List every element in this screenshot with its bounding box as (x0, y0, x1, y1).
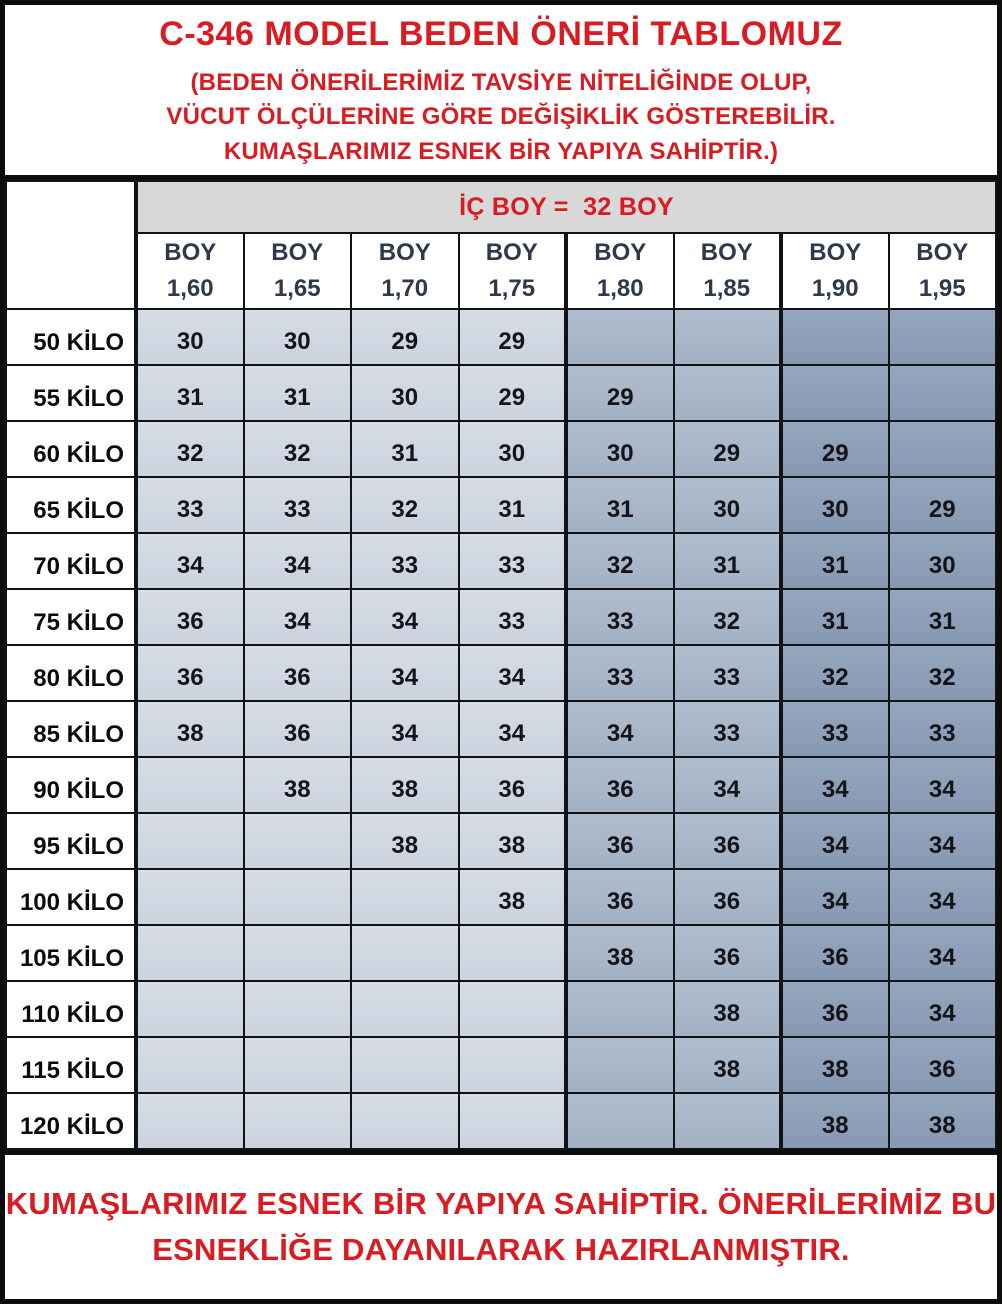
table-row (6, 645, 996, 701)
size-cell: 34 (781, 757, 889, 813)
size-cell: 36 (459, 757, 567, 813)
size-cell: 33 (889, 701, 997, 757)
size-cell: 34 (459, 701, 567, 757)
size-cell: 31 (781, 589, 889, 645)
table-row (6, 533, 996, 589)
row-label-kilo: 95 KİLO (6, 813, 136, 869)
table-row (6, 701, 996, 757)
column-header-label: BOY (485, 239, 538, 266)
size-cell (459, 1037, 567, 1093)
size-cell (781, 309, 889, 365)
size-cell: 32 (781, 645, 889, 701)
size-cell: 34 (889, 813, 997, 869)
size-cell: 36 (674, 925, 782, 981)
column-header-value: 1,70 (381, 275, 429, 302)
size-cell (781, 365, 889, 421)
size-cell: 29 (459, 309, 567, 365)
size-cell (136, 981, 244, 1037)
size-cell: 32 (136, 421, 244, 477)
size-cell: 38 (459, 813, 567, 869)
row-label-kilo: 80 KİLO (6, 645, 136, 701)
size-cell: 32 (244, 421, 352, 477)
size-cell (351, 1037, 459, 1093)
size-cell: 34 (889, 981, 997, 1037)
corner-cell (6, 181, 136, 309)
size-cell (136, 869, 244, 925)
size-cell (244, 869, 352, 925)
size-cell: 33 (674, 645, 782, 701)
size-cell (674, 365, 782, 421)
table-row (6, 1093, 996, 1149)
size-cell: 34 (889, 925, 997, 981)
size-cell (566, 981, 674, 1037)
size-cell: 29 (459, 365, 567, 421)
table-row (6, 813, 996, 869)
column-header-value: 1,85 (703, 275, 751, 302)
size-cell: 36 (566, 757, 674, 813)
column-header-label: BOY (809, 239, 862, 266)
table-row (6, 869, 996, 925)
table-row (6, 981, 996, 1037)
size-cell: 31 (889, 589, 997, 645)
size-cell: 38 (244, 757, 352, 813)
column-header-value: 1,90 (811, 275, 859, 302)
size-cell (674, 1093, 782, 1149)
size-cell (351, 925, 459, 981)
size-cell: 36 (244, 701, 352, 757)
size-cell (136, 757, 244, 813)
size-table (5, 180, 997, 1150)
size-cell: 34 (566, 701, 674, 757)
size-table-wrap (5, 180, 997, 1150)
column-header-value: 1,65 (273, 275, 321, 302)
column-header-label: BOY (594, 239, 647, 266)
row-label-kilo: 75 KİLO (6, 589, 136, 645)
size-cell: 32 (889, 645, 997, 701)
page-title: C-346 MODEL BEDEN ÖNERİ TABLOMUZ (159, 15, 843, 54)
column-header-label: BOY (164, 239, 217, 266)
size-cell: 30 (351, 365, 459, 421)
size-cell: 36 (674, 813, 782, 869)
size-cell: 30 (674, 477, 782, 533)
size-cell: 32 (351, 477, 459, 533)
size-cell (566, 309, 674, 365)
size-cell (136, 813, 244, 869)
table-row (6, 589, 996, 645)
column-header-label: BOY (700, 239, 753, 266)
size-cell: 38 (566, 925, 674, 981)
column-header-boy-1-80 (566, 233, 674, 309)
size-cell: 29 (889, 477, 997, 533)
column-header-boy-1-95 (889, 233, 997, 309)
table-row (6, 757, 996, 813)
size-cell: 36 (781, 981, 889, 1037)
subtitle-line-2: VÜCUT ÖLÇÜLERİNE GÖRE DEĞİŞİKLİK GÖSTEREBİLİR. (166, 103, 836, 131)
row-label-kilo: 50 KİLO (6, 309, 136, 365)
size-cell: 34 (351, 589, 459, 645)
row-label-kilo: 65 KİLO (6, 477, 136, 533)
size-cell: 36 (136, 589, 244, 645)
column-header-boy-1-90 (781, 233, 889, 309)
column-header-value: 1,60 (166, 275, 214, 302)
row-label-kilo: 100 KİLO (6, 869, 136, 925)
size-cell (244, 925, 352, 981)
size-cell: 34 (136, 533, 244, 589)
row-label-kilo: 60 KİLO (6, 421, 136, 477)
size-cell: 33 (566, 645, 674, 701)
size-cell: 31 (244, 365, 352, 421)
size-cell (244, 981, 352, 1037)
column-header-label: BOY (916, 239, 969, 266)
size-cell (244, 1093, 352, 1149)
size-cell: 38 (351, 813, 459, 869)
size-cell: 34 (244, 589, 352, 645)
row-label-kilo: 85 KİLO (6, 701, 136, 757)
row-label-kilo: 70 KİLO (6, 533, 136, 589)
column-header-boy-1-70 (351, 233, 459, 309)
column-header-value: 1,95 (918, 275, 966, 302)
size-cell: 33 (459, 589, 567, 645)
size-cell: 33 (566, 589, 674, 645)
row-label-kilo: 115 KİLO (6, 1037, 136, 1093)
table-row (6, 477, 996, 533)
column-header-boy-1-65 (244, 233, 352, 309)
size-cell: 32 (566, 533, 674, 589)
size-cell (566, 1037, 674, 1093)
size-cell: 29 (351, 309, 459, 365)
size-cell (674, 309, 782, 365)
size-cell: 33 (136, 477, 244, 533)
size-cell (459, 981, 567, 1037)
size-cell: 34 (351, 645, 459, 701)
size-cell (459, 925, 567, 981)
size-cell (889, 309, 997, 365)
size-cell: 34 (244, 533, 352, 589)
size-cell: 29 (566, 365, 674, 421)
size-cell: 33 (351, 533, 459, 589)
size-cell: 31 (136, 365, 244, 421)
size-cell: 30 (459, 421, 567, 477)
size-cell (566, 1093, 674, 1149)
inner-length-header: İÇ BOY = 32 BOY (136, 181, 996, 233)
column-header-label: BOY (378, 239, 431, 266)
size-cell: 33 (244, 477, 352, 533)
size-cell: 29 (674, 421, 782, 477)
size-cell: 36 (566, 813, 674, 869)
size-cell: 36 (889, 1037, 997, 1093)
size-cell: 34 (781, 869, 889, 925)
size-cell: 33 (674, 701, 782, 757)
footer-note (5, 1150, 997, 1299)
table-row (6, 1037, 996, 1093)
size-cell: 38 (459, 869, 567, 925)
size-cell: 34 (781, 813, 889, 869)
size-cell: 31 (674, 533, 782, 589)
size-cell: 38 (781, 1093, 889, 1149)
size-cell (136, 1037, 244, 1093)
size-cell: 36 (781, 925, 889, 981)
table-row (6, 421, 996, 477)
size-cell (351, 1093, 459, 1149)
size-cell (351, 869, 459, 925)
column-header-value: 1,80 (596, 275, 644, 302)
footer-line-1: KUMAŞLARIMIZ ESNEK BİR YAPIYA SAHİPTİR. ÖNERİLERİMİZ BU (5, 1185, 997, 1221)
group-header-row (6, 181, 996, 233)
size-cell: 31 (459, 477, 567, 533)
size-cell: 36 (136, 645, 244, 701)
size-cell: 29 (781, 421, 889, 477)
size-cell (459, 1093, 567, 1149)
size-cell: 31 (351, 421, 459, 477)
size-cell: 38 (889, 1093, 997, 1149)
size-cell: 30 (781, 477, 889, 533)
column-header-boy-1-75 (459, 233, 567, 309)
row-label-kilo: 110 KİLO (6, 981, 136, 1037)
size-cell: 38 (674, 1037, 782, 1093)
size-cell (136, 925, 244, 981)
size-cell: 33 (459, 533, 567, 589)
size-cell: 30 (566, 421, 674, 477)
footer-line-2: ESNEKLİĞE DAYANILARAK HAZIRLANMIŞTIR. (152, 1232, 850, 1267)
row-label-kilo: 105 KİLO (6, 925, 136, 981)
row-label-kilo: 120 KİLO (6, 1093, 136, 1149)
size-cell: 38 (351, 757, 459, 813)
size-cell: 38 (674, 981, 782, 1037)
table-row (6, 309, 996, 365)
size-cell: 31 (781, 533, 889, 589)
row-label-kilo: 90 KİLO (6, 757, 136, 813)
subtitle-line-1: (BEDEN ÖNERİLERİMİZ TAVSİYE NİTELİĞİNDE OLUP, (190, 69, 812, 97)
size-cell (244, 1037, 352, 1093)
column-header-row (6, 233, 996, 309)
column-header-label: BOY (271, 239, 324, 266)
size-cell: 36 (244, 645, 352, 701)
size-cell: 32 (674, 589, 782, 645)
size-cell (136, 1093, 244, 1149)
size-cell: 34 (889, 869, 997, 925)
size-cell (244, 813, 352, 869)
size-cell: 36 (566, 869, 674, 925)
size-cell: 38 (781, 1037, 889, 1093)
size-cell (889, 365, 997, 421)
subtitle-line-3: KUMAŞLARIMIZ ESNEK BİR YAPIYA SAHİPTİR.) (223, 137, 779, 165)
row-label-kilo: 55 KİLO (6, 365, 136, 421)
size-cell: 34 (889, 757, 997, 813)
size-cell: 33 (781, 701, 889, 757)
size-cell: 30 (136, 309, 244, 365)
size-cell: 34 (459, 645, 567, 701)
table-row (6, 925, 996, 981)
size-cell: 34 (674, 757, 782, 813)
size-cell: 30 (244, 309, 352, 365)
table-row (6, 365, 996, 421)
size-cell: 36 (674, 869, 782, 925)
size-cell (351, 981, 459, 1037)
column-header-boy-1-60 (136, 233, 244, 309)
size-cell: 31 (566, 477, 674, 533)
size-cell: 30 (889, 533, 997, 589)
size-cell: 38 (136, 701, 244, 757)
column-header-boy-1-85 (674, 233, 782, 309)
size-cell: 34 (351, 701, 459, 757)
title-block (5, 5, 997, 180)
size-cell (889, 421, 997, 477)
column-header-value: 1,75 (488, 275, 536, 302)
